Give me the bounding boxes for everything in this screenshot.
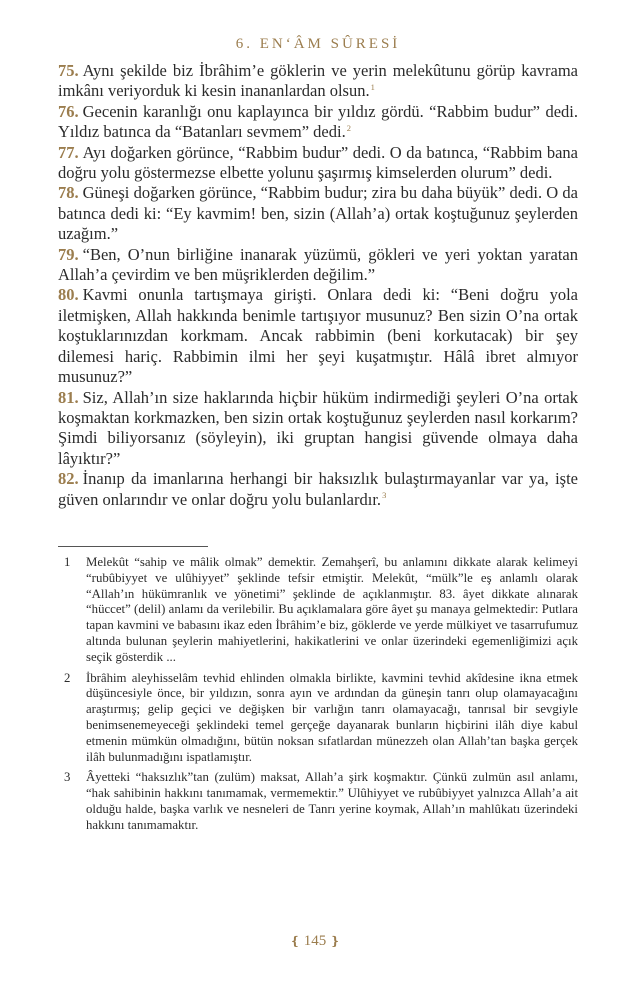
verse-text: Gecenin karanlığı onu kaplayınca bir yıldız gördü. “Rabbim budur” dedi. Yıldız batınca da “Batanları sevmem” dedi. <box>58 101 578 142</box>
verse-number: 77. <box>58 142 79 162</box>
footnote-number: 3 <box>64 770 71 785</box>
verse-77 <box>58 143 578 184</box>
right-ornament-icon: ❵ <box>330 934 341 948</box>
footnote-ref[interactable]: 1 <box>370 81 375 92</box>
footnote-text: Âyetteki “haksızlık”tan (zulüm) maksat, Allah’a şirk koşmaktır. Çünkü zulmün asıl anlamı, “hak sahibinin hakkını tanımamak, vermemektir.” Ulûhiyyet ve rubûbiyyet yalnızca Allah’a ait olduğu halde, başka varlık ve nesneleri de Tanrı yerine koymak, Allah’ın mahlûkatı üzerindeki hakkını tanımamaktır. <box>86 770 578 832</box>
footnote-list <box>58 555 578 834</box>
footnote-2 <box>58 671 578 766</box>
verse-text: Siz, Allah’ın size haklarında hiçbir hüküm indirmediği şeyleri O’na ortak koşmaktan korkmazken, ben sizin ortak koştuğunuz şeylerden nasıl korkarım? Şimdi biliyorsanız (söyleyin), iki gruptan hangisi güvende olmaya daha lâyıktır?” <box>58 387 578 468</box>
verse-number: 76. <box>58 101 79 121</box>
left-ornament-icon: ❴ <box>289 934 300 948</box>
verse-81 <box>58 388 578 470</box>
footnote-text: Melekût “sahip ve mâlik olmak” demektir. Zemahşerî, bu anlamını dikkate alarak kelimeyi “rubûbiyyet ve ulûhiyyet” şeklinde tefsir etmiştir. Melekût, “mülk”le eş anlamlı olarak “Allah’ın hükümranlık ve yönetimi” şeklinde de açıklanmıştır. 83. âyet dikkate alınarak “hüccet” (delil) anlamı da verilebilir. Bu açıklamalara göre âyet şu manaya gelmektedir: Putlara tapan kavmini ve babasını ikaz eden İbrâhim’e biz, göklerde ve yerde mülkiyet ve tasarrufumuz altında bulunan şeylerin mahiyetlerini, hakikatlerini ve onlar üzerindeki egemenliğimizi açık seçik gösterdik ... <box>86 554 578 664</box>
page-number-value: 145 <box>303 933 327 949</box>
footnote-number: 1 <box>64 554 71 569</box>
verse-number: 79. <box>58 244 79 264</box>
verse-number: 80. <box>58 285 79 305</box>
verse-number: 75. <box>58 61 79 80</box>
footnote-text: İbrâhim aleyhisselâm tevhid ehlinden olmakla birlikte, kavmini tevhid akîdesine ikna etmek düşüncesiyle önce, bir yıldızın, sonra ayın ve ardından da güneşin tanrı olup olamayacağını araştırmış; gelip geçici ve değişken bir varlığın tanrı olamayacağı, tanrısal bir sevgiyle benimsenemeyeceği şeklindeki temel gerçeğe dayanarak bunların hiçbirini ilâh diye kabul etmenin mümkün olmadığını, bütün noksan sıfatlardan münezzeh olan Allah’tan başka gerçek ilâh bulunmadığını ispatlamıştır. <box>86 670 578 764</box>
verse-list <box>58 61 578 510</box>
page-number <box>0 933 630 950</box>
verse-79 <box>58 245 578 286</box>
footnote-number: 2 <box>64 670 71 685</box>
verse-text: Aynı şekilde biz İbrâhim’e göklerin ve yerin melekûtunu görüp kavrama imkânı veriyorduk ki kesin inananlardan olsun. <box>58 61 578 101</box>
verse-text: İnanıp da imanlarına herhangi bir haksızlık bulaştırmayanlar var ya, işte güven onlarındır ve onlar doğru yolu bulanlardır. <box>58 469 578 509</box>
verse-82 <box>58 469 578 510</box>
footnote-divider <box>58 546 208 547</box>
verse-number: 82. <box>58 469 79 489</box>
verse-text: “Ben, O’nun birliğine inanarak yüzümü, gökleri ve yeri yoktan yaratan Allah’a çevirdim ve ben müşriklerden değilim.” <box>58 244 578 285</box>
running-header: 6. EN‘ÂM SÛRESİ <box>235 36 401 52</box>
verse-number: 78. <box>58 183 79 203</box>
verse-78 <box>58 183 578 244</box>
footnote-3 <box>58 770 578 833</box>
verse-75 <box>58 61 578 102</box>
footnote-1 <box>58 555 578 666</box>
footnote-ref[interactable]: 3 <box>382 490 387 501</box>
verse-text: Ayı doğarken görünce, “Rabbim budur” dedi. O da batınca, “Rabbim bana doğru yolu göstermezse elbette yolunu şaşırmış kimselerden olurum” dedi. <box>58 142 578 183</box>
verse-80 <box>58 285 578 387</box>
verse-76 <box>58 102 578 143</box>
verse-number: 81. <box>58 387 79 407</box>
verse-text: Kavmi onunla tartışmaya girişti. Onlara dedi ki: “Beni doğru yola iletmişken, Allah hakkında benimle tartışıyor musunuz? Ben sizin O’na ortak koştuklarınızdan korkmam. Ancak rabbimin (beni korkutacak) bir şey dilemesi hariç. Rabbimin ilmi her şeyi kuşatmıştır. Hâlâ ibret almıyor musunuz?” <box>58 285 578 387</box>
verse-text: Güneşi doğarken görünce, “Rabbim budur; zira bu daha büyük” dedi. O da batınca dedi ki: “Ey kavmim! ben, sizin (Allah’a) ortak koştuğunuz şeylerden uzağım.” <box>58 183 578 244</box>
footnote-ref[interactable]: 2 <box>346 122 351 133</box>
